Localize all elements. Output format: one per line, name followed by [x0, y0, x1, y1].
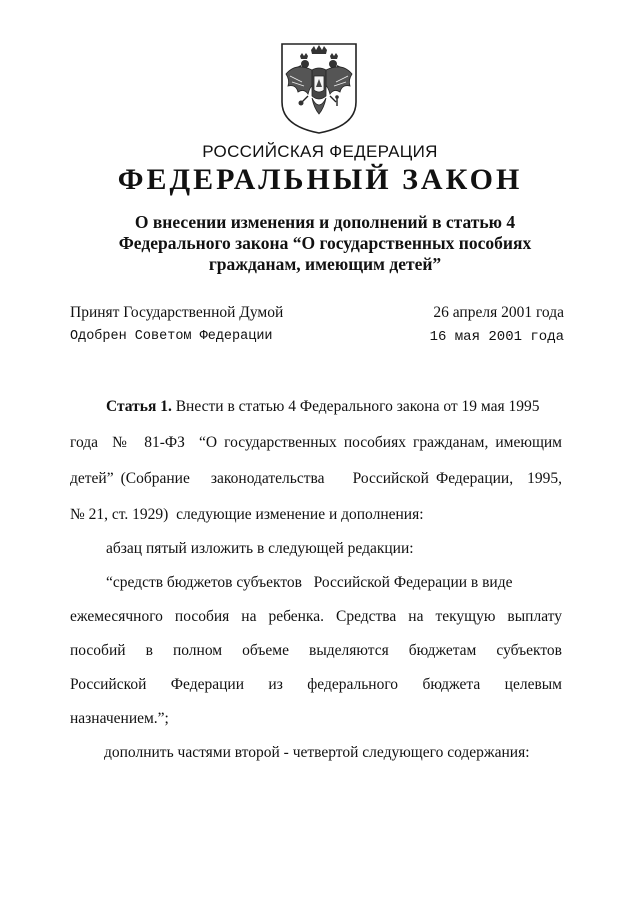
law-title-line: Федерального закона “О государственных пособиях [118, 233, 532, 253]
article-paragraph: абзац пятый изложить в следующей редакции: [106, 540, 414, 557]
coat-of-arms-emblem [278, 40, 360, 136]
quote-line: ежемесячного пособия на ребенка. Средства на текущую выплату [70, 608, 562, 625]
article-line: года № 81-ФЗ “О государственных пособиях гражданам, имеющим [70, 434, 562, 451]
duma-adoption-date: 26 апреля 2001 года [433, 304, 564, 321]
article-paragraph: дополнить частями второй - четвертой следующего содержания: [104, 744, 530, 761]
country-heading: РОССИЙСКАЯ ФЕДЕРАЦИЯ [202, 142, 438, 161]
law-title-line: О внесении изменения и дополнений в статью 4 [134, 212, 516, 232]
duma-adoption-row [70, 304, 564, 322]
law-type-heading: ФЕДЕРАЛЬНЫЙ ЗАКОН [117, 163, 523, 196]
quote-line: Российской Федерации из федерального бюджета целевым [70, 676, 562, 693]
council-approval-date: 16 мая 2001 года [429, 329, 564, 345]
law-title [70, 212, 580, 275]
duma-adoption-label: Принят Государственной Думой [70, 304, 284, 321]
article-line: № 21, ст. 1929) следующие изменение и дополнения: [70, 506, 424, 523]
law-title-line: гражданам, имеющим детей” [208, 254, 442, 274]
quote-line: “средств бюджетов субъектов Российской Федерации в виде [106, 574, 513, 591]
article-first-line [106, 398, 539, 416]
council-approval-label: Одобрен Советом Федерации [70, 329, 273, 344]
article-line: детей” (Собрание законодательства Российской Федерации, 1995, [70, 470, 562, 487]
quote-line: назначением.”; [70, 710, 169, 727]
quote-line: пособий в полном объеме выделяются бюджетам субъектов [70, 642, 562, 659]
article-line: Внести в статью 4 Федерального закона от 19 мая 1995 [175, 398, 540, 415]
article-label: Статья 1. [106, 398, 172, 415]
council-approval-row [70, 329, 564, 345]
